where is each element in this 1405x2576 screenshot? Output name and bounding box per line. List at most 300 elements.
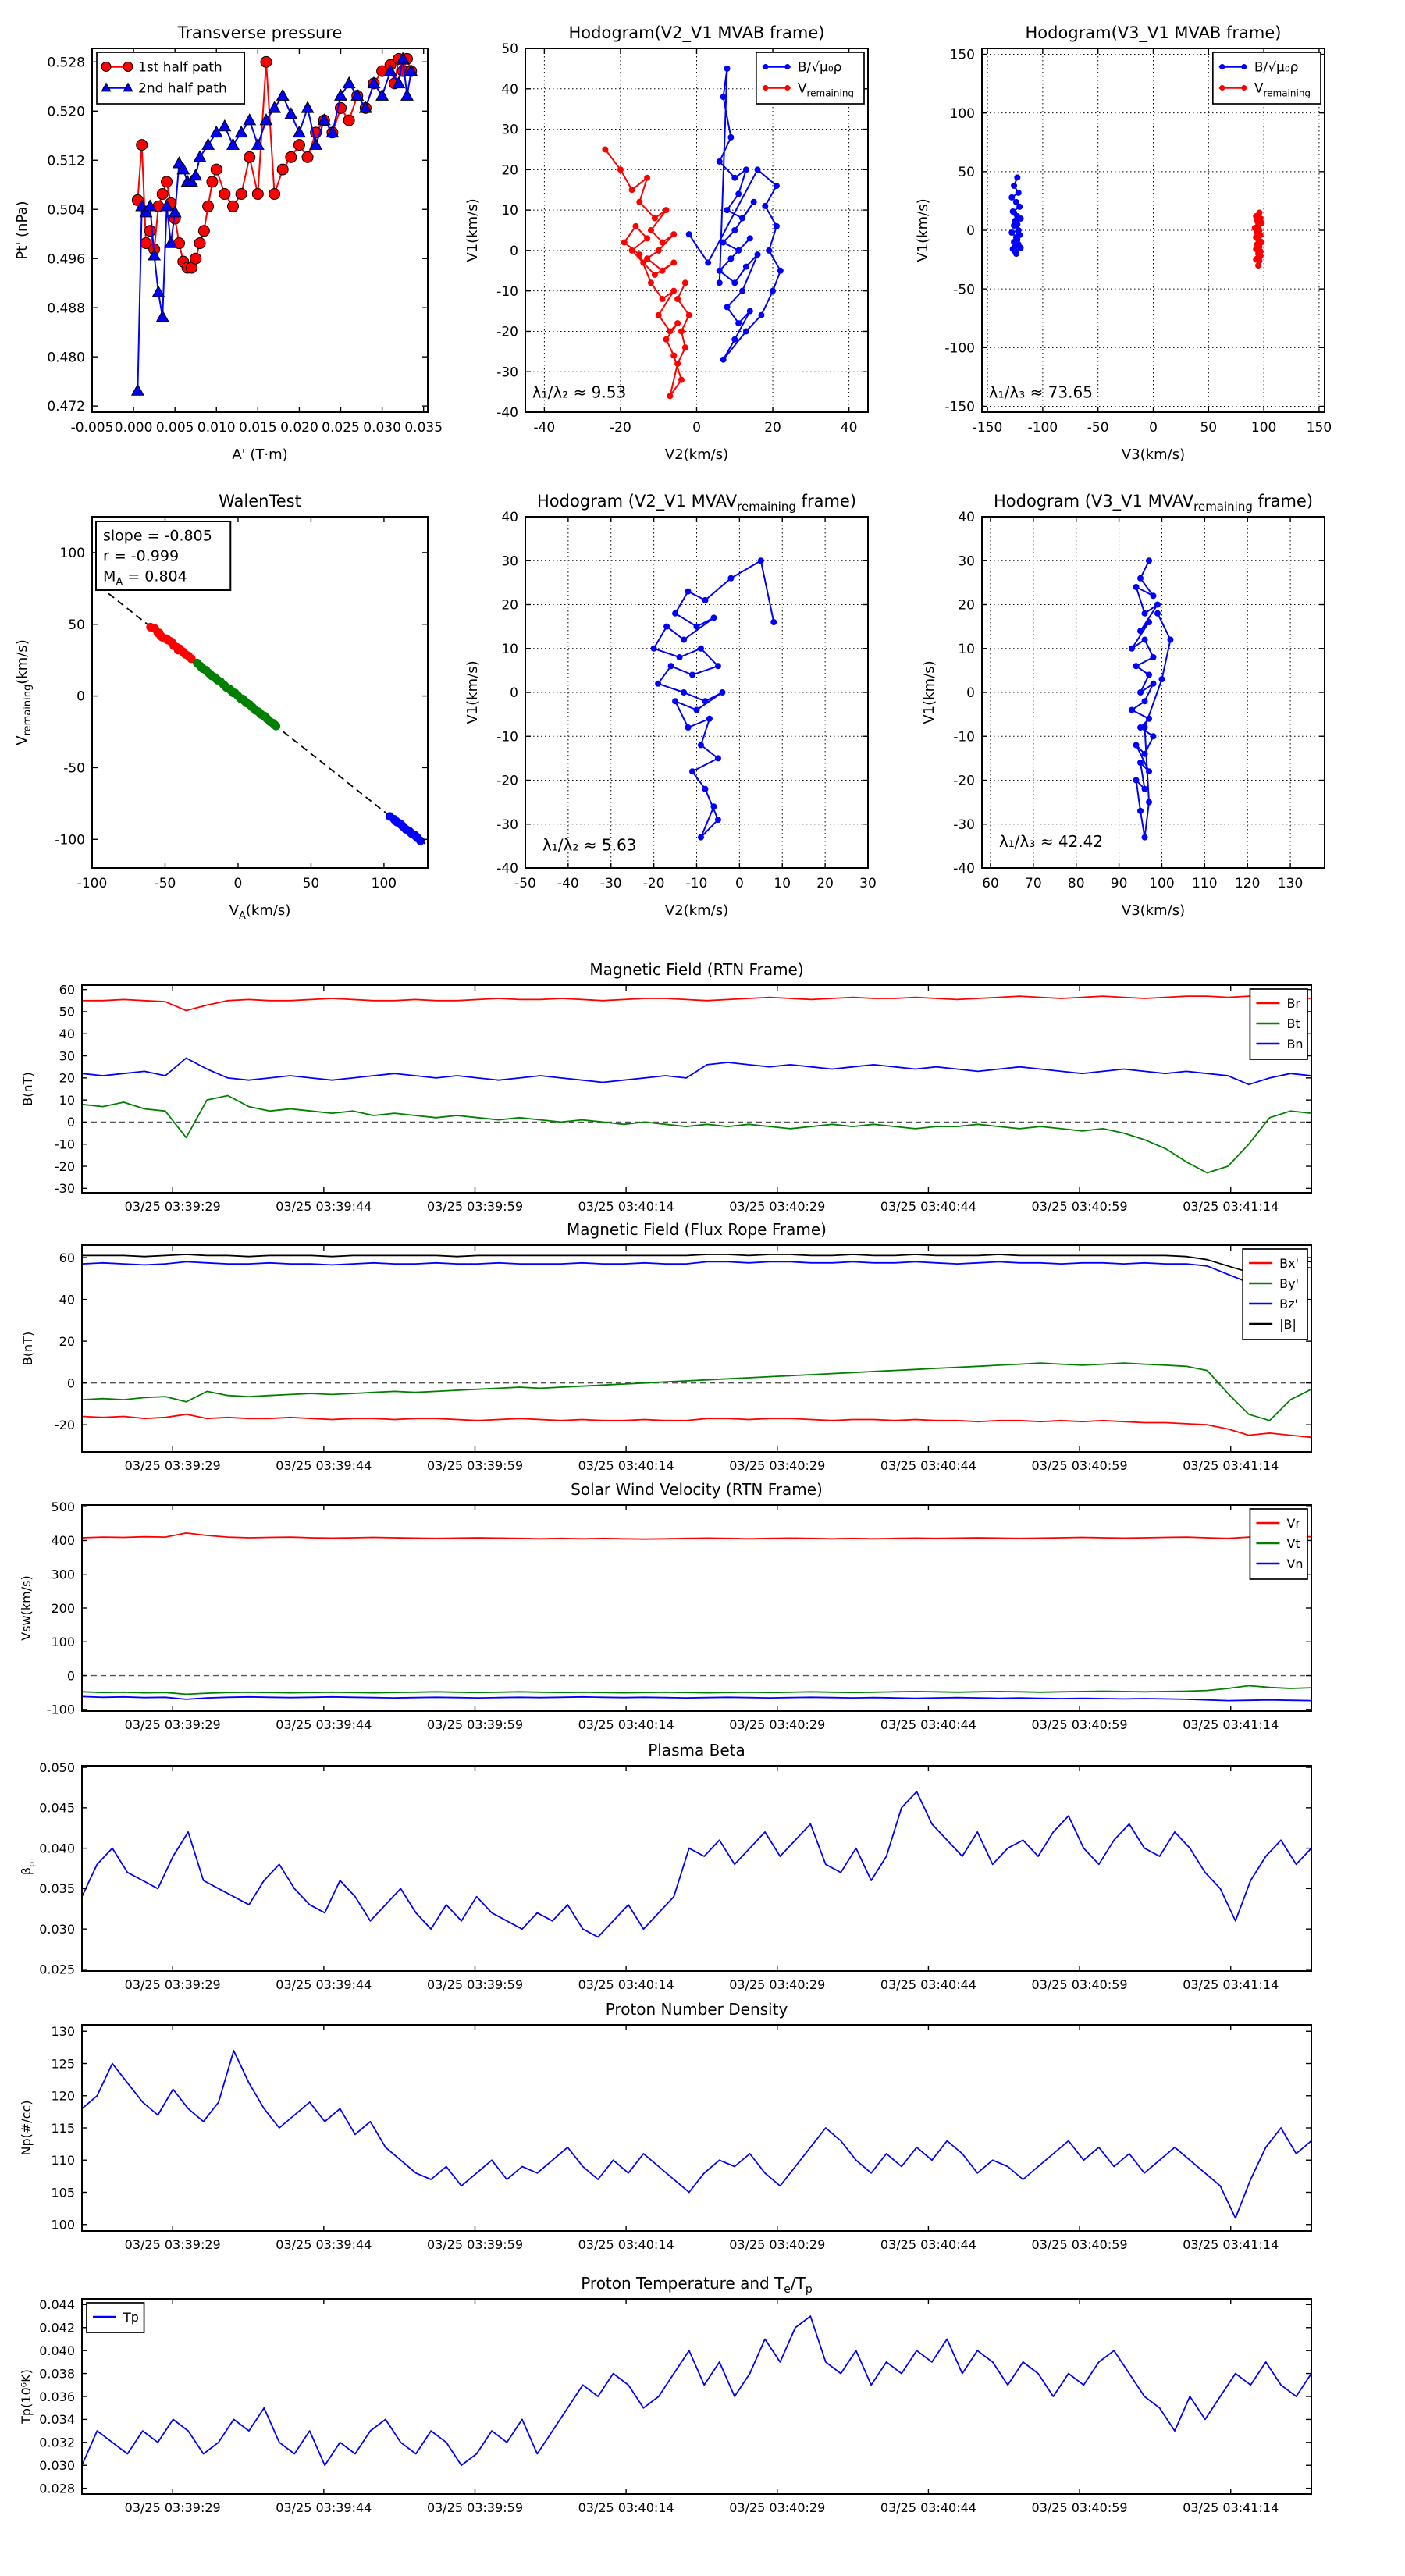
- dot-marker: [1014, 221, 1020, 227]
- y-tick-label: 115: [51, 2120, 75, 2136]
- x-tick-label: -100: [76, 876, 108, 891]
- circle-marker: [123, 62, 133, 72]
- circle-marker: [261, 56, 272, 67]
- triangle-marker: [132, 384, 144, 395]
- y-tick-label: 50: [958, 164, 975, 180]
- dot-marker: [784, 85, 790, 91]
- eigenvalue-ratio-annotation: λ₁/λ₂ ≈ 9.53: [532, 382, 627, 402]
- y-tick-label: -40: [496, 405, 518, 422]
- dot-marker: [656, 247, 662, 254]
- x-tick-label: 03/25 03:40:14: [578, 2500, 674, 2515]
- y-tick-label: 125: [51, 2056, 75, 2072]
- dot-marker: [636, 199, 642, 205]
- chart-title: Hodogram(V2_V1 MVAB frame): [568, 23, 825, 42]
- x-tick-label: 03/25 03:39:29: [124, 2500, 221, 2515]
- dot-marker: [702, 786, 708, 792]
- y-tick-label: -40: [953, 861, 975, 877]
- legend: [87, 2303, 144, 2332]
- x-tick-label: 03/25 03:40:44: [880, 1977, 976, 1992]
- dot-marker: [1142, 751, 1148, 757]
- x-tick-label: 03/25 03:39:59: [426, 1977, 524, 1992]
- y-tick-label: 100: [59, 546, 85, 562]
- y-tick-label: 10: [501, 641, 518, 657]
- legend: [1213, 52, 1321, 104]
- chart-title: Hodogram(V3_V1 MVAB frame): [1025, 23, 1282, 42]
- chart-title: Proton Temperature and $T_e/T_p$: [581, 2274, 813, 2296]
- axes: [944, 48, 1332, 436]
- dot-marker: [1167, 637, 1173, 643]
- x-tick-label: 90: [1110, 876, 1128, 891]
- dot-marker: [1018, 215, 1024, 222]
- y-tick-label: -20: [54, 1158, 75, 1174]
- dot-marker: [702, 698, 708, 704]
- y-tick-label: 0.044: [39, 2297, 75, 2313]
- dot-marker: [715, 663, 721, 669]
- dot-marker: [743, 264, 749, 270]
- x-tick-label: -40: [557, 876, 579, 891]
- axes: [39, 2297, 1311, 2515]
- dot-marker: [1151, 592, 1157, 599]
- circle-marker: [157, 189, 168, 200]
- y-tick-label: 20: [59, 1070, 75, 1086]
- y-axis-label: B(nT): [20, 1331, 35, 1366]
- legend: [1243, 1249, 1307, 1340]
- legend-label: Vn: [1286, 1556, 1304, 1571]
- circle-marker: [244, 151, 255, 162]
- dot-marker: [670, 259, 677, 265]
- x-tick-label: 03/25 03:40:44: [880, 2237, 976, 2252]
- x-tick-label: 0.035: [404, 420, 443, 436]
- y-tick-label: 0.034: [39, 2412, 75, 2428]
- dot-marker: [1146, 672, 1152, 678]
- dot-marker: [668, 663, 674, 669]
- y-axis-label: V1(km/s): [464, 198, 481, 262]
- y-tick-label: -100: [944, 340, 975, 357]
- y-tick-label: -10: [496, 729, 518, 745]
- triangle-marker: [343, 77, 355, 88]
- x-tick-label: 0.025: [322, 420, 360, 436]
- dot-marker: [670, 288, 677, 294]
- dot-marker: [678, 377, 685, 383]
- y-tick-label: 30: [501, 553, 518, 570]
- chart-hodogram-v2v1-mvav: [438, 478, 884, 942]
- dot-marker: [731, 227, 738, 233]
- x-tick-label: 0.010: [197, 420, 236, 436]
- dot-marker: [670, 231, 677, 237]
- y-axis-label: V1(km/s): [915, 198, 931, 262]
- circle-marker: [227, 201, 238, 212]
- dot-marker: [1142, 834, 1148, 841]
- series-Np: [82, 2051, 1311, 2218]
- series-By-prime: [82, 1363, 1311, 1421]
- y-tick-label: 500: [51, 1499, 75, 1514]
- x-tick-label: 03/25 03:40:59: [1031, 1977, 1128, 1992]
- y-tick-label: -10: [54, 1137, 75, 1152]
- chart-title: Hodogram (V3_V1 $MVAV_{remaining}$ frame): [993, 492, 1314, 514]
- y-tick-label: 0: [966, 223, 975, 240]
- series-Vr: [82, 1533, 1311, 1539]
- x-tick-label: 03/25 03:40:59: [1031, 1458, 1128, 1473]
- x-tick-label: 03/25 03:40:59: [1031, 1717, 1128, 1732]
- y-tick-label: 105: [51, 2185, 75, 2201]
- chart-title: Plasma Beta: [648, 1741, 745, 1759]
- dot-marker: [1255, 262, 1261, 269]
- circle-marker: [343, 115, 354, 126]
- y-tick-label: 0.032: [39, 2435, 75, 2450]
- x-tick-label: 10: [774, 876, 791, 891]
- circle-marker: [219, 189, 230, 200]
- y-axis-label: $V_{remaining}(km/s)$: [14, 639, 34, 745]
- circle-marker: [277, 164, 288, 175]
- x-tick-label: 100: [1250, 420, 1277, 436]
- stats-line: slope = -0.805: [103, 527, 212, 545]
- y-tick-label: 40: [59, 1026, 75, 1042]
- x-tick-label: 60: [982, 876, 999, 891]
- circle-marker: [190, 253, 201, 264]
- chart-plasma-beta: [1, 1731, 1403, 2027]
- dot-marker: [758, 312, 764, 318]
- x-tick-label: 0: [692, 420, 701, 436]
- series-group: [651, 557, 777, 840]
- stats-line: r = -0.999: [103, 547, 180, 565]
- circle-marker: [302, 151, 313, 162]
- circle-marker: [236, 189, 247, 200]
- y-axis-label: V1(km/s): [464, 660, 481, 724]
- y-axis-label: Vsw(km/s): [19, 1575, 34, 1641]
- y-tick-label: 0.050: [39, 1759, 75, 1775]
- circle-marker: [293, 140, 304, 151]
- dot-marker: [1255, 220, 1261, 226]
- chart-transverse-pressure: [5, 9, 443, 486]
- series-group: [82, 1254, 1311, 1437]
- circle-marker: [203, 201, 214, 212]
- dot-marker: [770, 288, 776, 294]
- dot-marker: [197, 663, 206, 671]
- y-tick-label: -10: [953, 729, 975, 745]
- triangle-marker: [335, 90, 347, 101]
- y-tick-label: 50: [68, 617, 85, 633]
- triangle-marker: [277, 90, 289, 101]
- series-group: [82, 996, 1311, 1172]
- dot-marker: [731, 336, 738, 343]
- series-Tp: [82, 2316, 1311, 2465]
- circle-marker: [137, 140, 148, 151]
- dot-marker: [229, 688, 238, 697]
- dot-marker: [724, 66, 731, 72]
- eigenvalue-ratio-annotation: λ₁/λ₃ ≈ 42.42: [998, 832, 1104, 851]
- x-tick-label: 03/25 03:40:44: [880, 1199, 976, 1214]
- y-tick-label: 0.025: [39, 1962, 75, 1977]
- dot-marker: [727, 255, 734, 262]
- dot-marker: [629, 187, 635, 193]
- x-axis-label: A' (T·m): [232, 447, 288, 463]
- x-tick-label: 03/25 03:39:29: [124, 1717, 221, 1732]
- dot-marker: [602, 146, 608, 152]
- circle-marker: [162, 176, 173, 187]
- dot-marker: [1253, 257, 1259, 263]
- dot-marker: [206, 671, 215, 679]
- y-tick-label: -30: [953, 817, 975, 833]
- dot-marker: [617, 166, 624, 173]
- x-tick-label: 03/25 03:40:29: [729, 2500, 826, 2515]
- y-tick-label: 30: [958, 553, 975, 570]
- dot-marker: [763, 85, 768, 91]
- axes: [55, 982, 1311, 1214]
- dot-marker: [1137, 760, 1144, 766]
- legend-label: Tp: [123, 2309, 139, 2325]
- dot-marker: [1014, 174, 1020, 180]
- dot-marker: [1137, 689, 1144, 696]
- dot-marker: [391, 817, 400, 825]
- dot-marker: [1142, 786, 1148, 792]
- x-tick-label: -50: [514, 876, 536, 891]
- triangle-marker: [293, 126, 305, 137]
- y-tick-label: 50: [59, 1004, 75, 1019]
- dot-marker: [774, 223, 780, 229]
- dot-marker: [180, 649, 188, 657]
- dot-marker: [739, 215, 745, 221]
- dot-marker: [154, 628, 162, 637]
- dot-marker: [689, 768, 695, 774]
- dot-marker: [755, 251, 761, 258]
- y-tick-label: 0.496: [47, 251, 85, 268]
- x-tick-label: 130: [1277, 876, 1304, 891]
- triangle-marker: [269, 101, 280, 112]
- y-tick-label: 0: [66, 1668, 75, 1684]
- x-tick-label: 0: [1149, 420, 1158, 436]
- x-tick-label: 03/25 03:39:29: [124, 2237, 221, 2252]
- dot-marker: [1016, 204, 1023, 210]
- chart-title: WalenTest: [219, 492, 301, 511]
- dot-marker: [706, 716, 713, 722]
- dot-marker: [660, 296, 666, 302]
- y-tick-label: 0: [66, 1375, 75, 1391]
- x-tick-label: 70: [1025, 876, 1042, 891]
- legend-label: Vt: [1286, 1535, 1300, 1551]
- dot-marker: [686, 231, 692, 237]
- x-tick-label: -0.005: [70, 420, 114, 436]
- dot-marker: [1137, 628, 1144, 634]
- x-axis-label: V3(km/s): [1121, 902, 1186, 919]
- dot-marker: [727, 575, 734, 582]
- circle-marker: [269, 189, 280, 200]
- series-group: [1129, 557, 1173, 840]
- circle-marker: [211, 164, 222, 175]
- dot-marker: [762, 203, 768, 209]
- axes: [39, 1760, 1311, 1992]
- y-tick-label: 200: [51, 1600, 75, 1616]
- chart-title: Hodogram (V2_V1 $MVAV_{remaining}$ frame): [536, 492, 857, 514]
- y-tick-label: 0.035: [39, 1881, 75, 1897]
- y-axis-label: $\beta_p$: [19, 1861, 37, 1876]
- triangle-marker: [401, 90, 413, 101]
- dot-marker: [644, 175, 650, 181]
- x-tick-label: -50: [1087, 420, 1109, 436]
- grid: [982, 517, 1325, 868]
- dot-marker: [747, 308, 753, 315]
- stats-line: $M_A = 0.804$: [103, 568, 187, 589]
- x-axis-label: V3(km/s): [1121, 447, 1186, 463]
- dot-marker: [1146, 768, 1152, 774]
- legend-label: Bt: [1286, 1016, 1300, 1031]
- axes: [496, 510, 877, 891]
- eigenvalue-ratio-annotation: λ₁/λ₂ ≈ 5.63: [542, 835, 637, 855]
- y-tick-label: -20: [54, 1417, 75, 1432]
- dot-marker: [1133, 742, 1140, 749]
- legend-label: Bz': [1279, 1296, 1298, 1311]
- y-tick-label: 40: [501, 510, 518, 526]
- series-beta-p: [82, 1791, 1311, 1937]
- chart-title: Proton Number Density: [605, 2000, 788, 2019]
- y-tick-label: 0: [510, 685, 518, 702]
- dot-marker: [720, 357, 727, 363]
- series-group: [82, 2051, 1311, 2218]
- x-tick-label: 03/25 03:40:44: [880, 1458, 976, 1473]
- x-tick-label: 20: [764, 420, 781, 436]
- x-tick-label: 03/25 03:40:29: [729, 1717, 826, 1732]
- dot-marker: [677, 654, 683, 660]
- series-group: [602, 66, 783, 399]
- dot-marker: [655, 681, 661, 687]
- circle-marker: [194, 238, 205, 249]
- series-Bx-prime: [82, 1414, 1311, 1438]
- legend-label: 2nd half path: [138, 80, 227, 97]
- y-tick-label: 0.512: [47, 153, 85, 169]
- x-tick-label: 03/25 03:41:14: [1183, 1199, 1279, 1214]
- circle-marker: [198, 226, 209, 237]
- y-tick-label: 10: [59, 1092, 75, 1108]
- triangle-marker: [219, 120, 230, 131]
- dot-marker: [1241, 64, 1247, 69]
- series-B-over-sqrt-mu0rho: [689, 69, 781, 360]
- y-tick-label: 0: [966, 685, 975, 702]
- dot-marker: [1154, 602, 1161, 608]
- dot-marker: [717, 279, 723, 286]
- dot-marker: [720, 94, 727, 100]
- x-tick-label: 03/25 03:40:14: [578, 2237, 674, 2252]
- dot-marker: [412, 832, 421, 841]
- x-tick-label: 80: [1067, 876, 1085, 891]
- dot-marker: [731, 175, 738, 181]
- dot-marker: [715, 817, 721, 823]
- dot-marker: [1137, 808, 1144, 814]
- y-tick-label: -50: [63, 760, 85, 777]
- dot-marker: [270, 720, 279, 729]
- dot-marker: [663, 207, 669, 213]
- series-Vt: [82, 1686, 1311, 1695]
- y-tick-label: 300: [51, 1567, 75, 1582]
- y-tick-label: 40: [59, 1292, 75, 1308]
- dot-marker: [1219, 64, 1225, 69]
- x-tick-label: 120: [1234, 876, 1261, 891]
- dot-marker: [1133, 777, 1140, 784]
- series-V-remaining: [605, 149, 688, 396]
- legend: [756, 52, 864, 104]
- y-tick-label: -10: [496, 283, 518, 300]
- x-tick-label: -20: [610, 420, 631, 436]
- x-tick-label: 03/25 03:40:59: [1031, 2237, 1128, 2252]
- y-tick-label: 130: [51, 2024, 75, 2040]
- chart-solar-wind-velocity: [1, 1471, 1403, 1767]
- x-tick-label: 03/25 03:39:59: [426, 2500, 524, 2515]
- dot-marker: [1151, 733, 1157, 739]
- dot-marker: [1137, 575, 1144, 582]
- triangle-marker: [194, 151, 205, 162]
- dot-marker: [1151, 681, 1157, 687]
- y-tick-label: 100: [51, 2217, 75, 2233]
- x-axis-label: $V_A(km/s)$: [229, 902, 291, 922]
- series-group: [1008, 174, 1264, 269]
- x-tick-label: -20: [642, 876, 665, 891]
- y-axis-label: V1(km/s): [921, 660, 937, 724]
- y-tick-label: -20: [496, 324, 518, 340]
- y-tick-label: 40: [958, 510, 975, 526]
- y-tick-label: -50: [953, 282, 975, 298]
- dot-marker: [681, 637, 687, 643]
- dot-marker: [1129, 646, 1135, 652]
- dot-marker: [682, 344, 688, 350]
- x-tick-label: 03/25 03:39:44: [276, 2500, 372, 2515]
- dot-marker: [1241, 85, 1247, 91]
- x-tick-label: 03/25 03:40:29: [729, 1458, 826, 1473]
- dot-marker: [774, 183, 780, 189]
- dot-marker: [694, 624, 700, 630]
- x-tick-label: 03/25 03:39:59: [426, 2237, 524, 2252]
- x-tick-label: 03/25 03:41:14: [1183, 1977, 1279, 1992]
- circle-marker: [101, 62, 111, 72]
- dot-marker: [698, 834, 704, 841]
- x-tick-label: 03/25 03:40:59: [1031, 1199, 1128, 1214]
- y-tick-label: 0.038: [39, 2366, 75, 2382]
- y-tick-label: 0.528: [47, 55, 85, 71]
- x-tick-label: 20: [816, 876, 834, 891]
- x-tick-label: 03/25 03:41:14: [1183, 1458, 1279, 1473]
- y-tick-label: 0.045: [39, 1800, 75, 1816]
- x-tick-label: 03/25 03:40:14: [578, 1199, 674, 1214]
- series-Br: [82, 996, 1311, 1010]
- dot-marker: [1142, 637, 1148, 643]
- x-axis-label: V2(km/s): [664, 902, 729, 919]
- dot-marker: [678, 328, 685, 334]
- x-tick-label: 0.005: [155, 420, 194, 436]
- dot-marker: [629, 247, 635, 254]
- legend: [1250, 1509, 1307, 1579]
- y-axis-label: Tp(10⁶K): [19, 2369, 34, 2424]
- dot-marker: [731, 279, 738, 286]
- series-V-path: [654, 560, 774, 837]
- series-group: [82, 1791, 1311, 1937]
- y-tick-label: 0: [76, 688, 85, 705]
- x-tick-label: 100: [1149, 876, 1175, 891]
- dot-marker: [674, 296, 681, 302]
- dot-marker: [1133, 584, 1140, 590]
- y-axis-label: B(nT): [20, 1072, 35, 1106]
- stats-box: [96, 521, 230, 590]
- dot-marker: [648, 227, 654, 233]
- x-tick-label: 03/25 03:41:14: [1183, 2237, 1279, 2252]
- dot-marker: [1146, 799, 1152, 806]
- dot-marker: [770, 619, 777, 625]
- y-tick-label: 0: [510, 244, 518, 260]
- x-tick-label: -40: [533, 420, 556, 436]
- legend: [97, 52, 244, 104]
- y-tick-label: -20: [496, 773, 518, 789]
- x-tick-label: 03/25 03:41:14: [1183, 2500, 1279, 2515]
- x-tick-label: -10: [685, 876, 708, 891]
- chart-proton-temperature: [1, 2265, 1403, 2550]
- dot-marker: [672, 698, 678, 704]
- chart-magnetic-field-rtn: [1, 951, 1403, 1249]
